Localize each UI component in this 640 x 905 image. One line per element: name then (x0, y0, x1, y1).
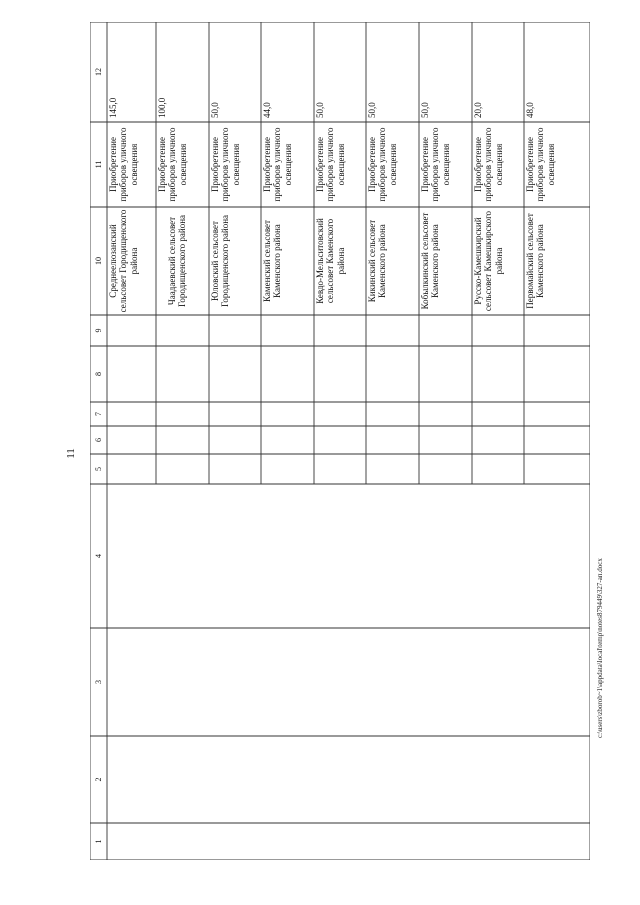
amount-cell: 50,0 (367, 102, 377, 118)
column-header: 10 (94, 257, 103, 265)
recipient-cell: Каменский сельсовет Каменского района (262, 220, 283, 302)
amount-cell: 50,0 (315, 102, 325, 118)
purpose-cell: Приобретение приборов уличного освещения (108, 127, 139, 202)
column-header: 4 (94, 554, 103, 558)
purpose-cell: Приобретение приборов уличного освещения (157, 127, 188, 202)
purpose-cell: Приобретение приборов уличного освещения (525, 127, 556, 202)
amount-cell: 44,0 (262, 102, 272, 118)
amount-cell: 50,0 (210, 102, 220, 118)
purpose-cell: Приобретение приборов уличного освещения (262, 127, 293, 202)
amount-cell: 145,0 (108, 97, 118, 118)
amount-cell: 48,0 (525, 102, 535, 118)
column-header: 7 (94, 412, 103, 416)
recipient-cell: Русско-Камешкирский сельсовет Камешкирского района (473, 210, 504, 312)
column-header: 3 (94, 680, 103, 684)
purpose-cell: Приобретение приборов уличного освещения (210, 127, 241, 202)
column-header: 11 (94, 160, 103, 169)
column-header: 12 (94, 68, 103, 76)
recipient-cell: Юловский сельсовет Городищенского района (210, 214, 231, 308)
column-header: 6 (94, 438, 103, 442)
recipient-cell: Кевдо-Мельситовский сельсовет Каменского района (315, 218, 346, 304)
amount-cell: 20,0 (473, 102, 483, 118)
recipient-cell: Среднеелюзанский сельсовет Городищенского района (108, 209, 139, 313)
recipient-cell: Чаадаевский сельсовет Городищенского района (167, 214, 188, 308)
purpose-cell: Приобретение приборов уличного освещения (420, 127, 451, 202)
column-header: 2 (94, 777, 103, 782)
document-table (90, 22, 590, 860)
column-header: 1 (94, 839, 103, 844)
recipient-cell: Кобылкинский сельсовет Каменского района (420, 212, 441, 310)
purpose-cell: Приобретение приборов уличного освещения (315, 127, 346, 202)
page-number: 11 (64, 448, 77, 459)
column-header: 5 (94, 467, 103, 471)
amount-cell: 50,0 (420, 102, 430, 118)
purpose-cell: Приобретение приборов уличного освещения (473, 127, 504, 202)
column-header: 8 (94, 372, 103, 376)
amount-cell: 100,0 (157, 97, 167, 118)
purpose-cell: Приобретение приборов уличного освещения (367, 127, 398, 202)
recipient-cell: Кикинский сельсовет Каменского района (367, 219, 388, 303)
column-header: 9 (94, 328, 103, 333)
recipient-cell: Первомайский сельсовет Каменского района (525, 213, 546, 309)
footer-file-path: c:\users\zborob~1\appdata\local\temp\notes879449\327-ап.docx (596, 558, 604, 738)
